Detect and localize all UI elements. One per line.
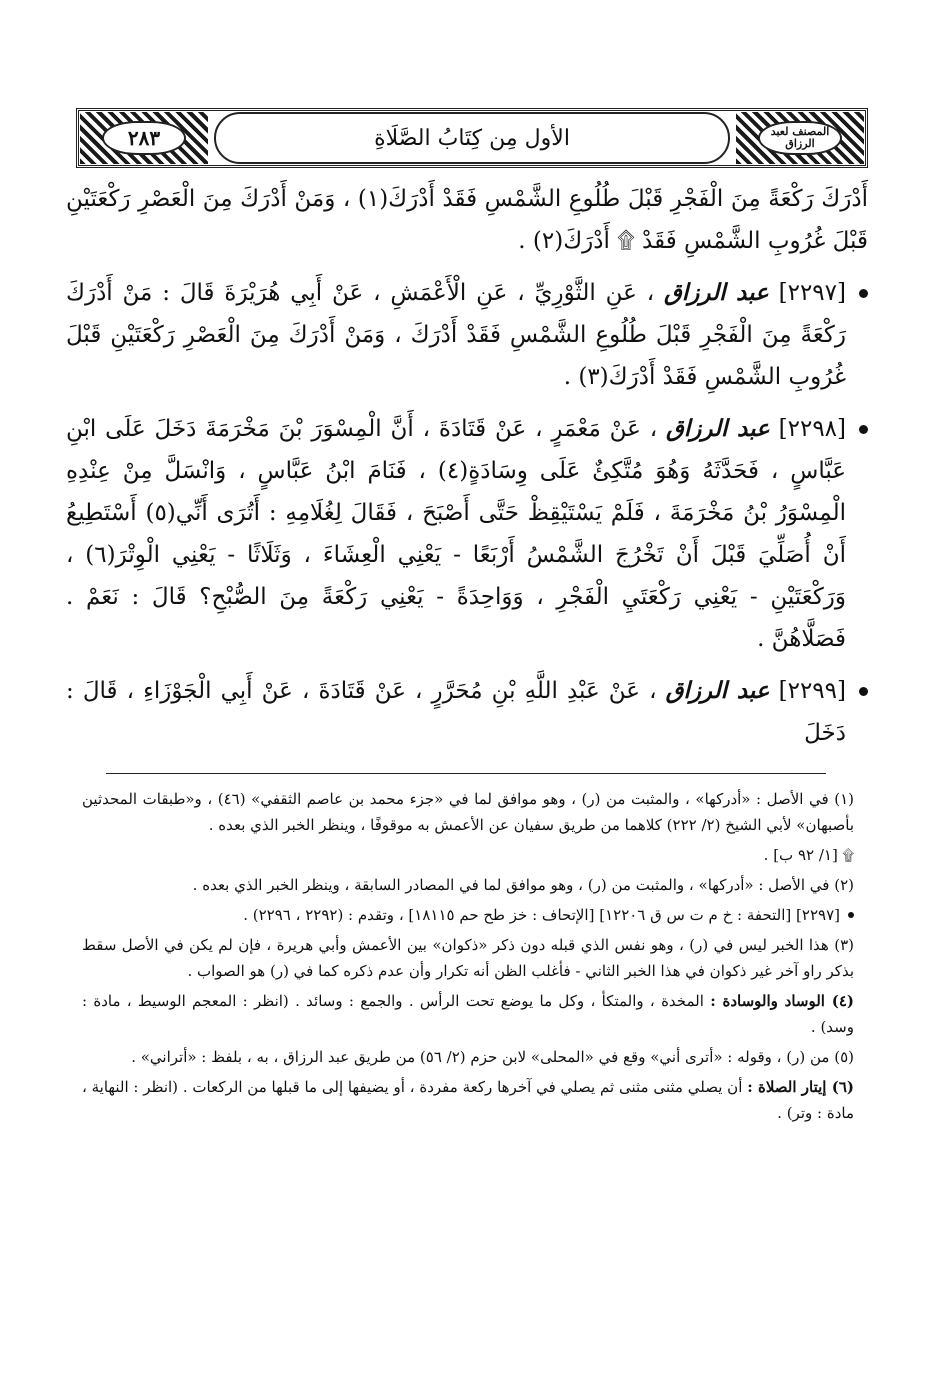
footnote-3: (٣) هذا الخبر ليس في (ر) ، وهو نفس الذي قبله دون ذكر «ذكوان» بين الأعمش وأبي هريرة ، فإن لم يكن في الأصل سقط بذكر راو آخر غير ذكوان في هذا الخبر الثاني - فأغلب الظن أنه تكرار وأن عدم ذكره كما في (ر) هو الصواب . <box>82 936 854 980</box>
hadith-number: [٢٢٩٧] <box>778 280 846 306</box>
footnote-separator <box>106 773 826 774</box>
book-logo: المصنف لعبد الرزاق <box>758 121 842 155</box>
footnote-5: (٥) من (ر) ، وقوله : «أترى أني» وقع في «المحلى» لابن حزم (٢/ ٥٦) من طريق عبد الرزاق ، به ، بلفظ : «أتراني» . <box>131 1048 854 1066</box>
takhrij-text: [٢٢٩٧] [التحفة : خ م ت س ق ١٢٢٠٦] [الإتحاف : خز طح حم ١٨١١٥] ، وتقدم : (٢٢٩٢ ، ٢٢٩٦) . <box>243 906 840 924</box>
page-number: ٢٨٣ <box>102 121 186 155</box>
hadith-text: ، عَنْ مَعْمَرٍ ، عَنْ قَتَادَةَ ، أَنَّ الْمِسْوَرَ بْنَ مَخْرَمَةَ دَخَلَ عَلَى ابْنِ عَبَّاسٍ ، فَحَدَّثَهُ وَهُوَ مُتَّكِئٌ عَلَى وِسَادَةٍ(٤) ، فَنَامَ ابْنُ عَبَّاسٍ ، وَانْسَلَّ مِنْ عِنْدِهِ الْمِسْوَرُ بْنُ مَخْرَمَةَ ، فَلَمْ يَسْتَيْقِظْ حَتَّى أَصْبَحَ ، فَقَالَ لِغُلَامِهِ : أَتُرَى أَنِّي(٥) أَسْتَطِيعُ أَنْ أُصَلِّيَ قَبْلَ أَنْ تَخْرُجَ الشَّمْسُ أَرْبَعًا - يَعْنِي الْعِشَاءَ ، وَثَلَاثًا - يَعْنِي الْوِتْرَ(٦) ، وَرَكْعَتَيْنِ - يَعْنِي رَكْعَتَيِ الْفَجْرِ ، وَوَاحِدَةً - يَعْنِي رَكْعَةً مِنَ الصُّبْحِ؟ قَالَ : نَعَمْ . فَصَلَّاهُنَّ . <box>66 416 846 652</box>
footnote-term: (٤) الوساد والوسادة : <box>710 992 854 1010</box>
hadith-2297 <box>66 272 868 398</box>
footnote-text: أن يصلي مثنى مثنى ثم يصلي في آخرها ركعة مفردة ، أو يضيفها إلى ما قبلها من الركعات . (انظر : النهاية ، مادة : وتر) . <box>82 1078 854 1122</box>
footnote-2: (٢) في الأصل : «أدركها» ، والمثبت من (ر) ، وهو موافق لما في المصادر السابقة ، وينظر الخبر الذي بعده . <box>192 876 854 894</box>
bullet-icon <box>859 289 868 298</box>
narrator-name: عبد الرزاق <box>665 677 770 704</box>
footnote-1: (١) في الأصل : «أدركها» ، والمثبت من (ر) ، وهو موافق لما في «جزء محمد بن عاصم الثقفي» (٤٦) ، و«طبقات المحدثين بأصبهان» لأبي الشيخ (٢/ ٢٢٢) كلاهما من طريق سفيان عن الأعمش به موقوفًا ، وينظر الخبر الذي بعده . <box>82 790 855 834</box>
continuation-paragraph: أَدْرَكَ رَكْعَةً مِنَ الْفَجْرِ قَبْلَ طُلُوعِ الشَّمْسِ فَقَدْ أَدْرَكَ(١) ، وَمَنْ أَدْرَكَ مِنَ الْعَصْرِ رَكْعَتَيْنِ قَبْلَ غُرُوبِ الشَّمْسِ فَقَدْ ۩ أَدْرَكَ(٢) . <box>66 186 868 254</box>
footnote-1-folio: ۩ [١/ ٩٢ ب] . <box>763 846 854 864</box>
hadith-number: [٢٢٩٩] <box>778 678 846 704</box>
bullet-icon <box>859 425 868 434</box>
hadith-text: ، عَنِ الثَّوْرِيِّ ، عَنِ الْأَعْمَشِ ، عَنْ أَبِي هُرَيْرَةَ قَالَ : مَنْ أَدْرَكَ رَكْعَةً مِنَ الْفَجْرِ قَبْلَ طُلُوعِ الشَّمْسِ فَقَدْ أَدْرَكَ ، وَمَنْ أَدْرَكَ مِنَ الْعَصْرِ رَكْعَتَيْنِ قَبْلَ غُرُوبِ الشَّمْسِ فَقَدْ أَدْرَكَ(٣) . <box>66 280 846 390</box>
book-logo-ornament <box>736 112 864 164</box>
hadith-text: ، عَنْ عَبْدِ اللَّهِ بْنِ مُحَرَّرٍ ، عَنْ قَتَادَةَ ، عَنْ أَبِي الْجَوْزَاءِ ، قَالَ : دَخَلَ <box>66 678 846 746</box>
bullet-icon <box>859 687 868 696</box>
main-text <box>66 178 868 764</box>
footnote-text: المخدة ، والمتكأ ، وكل ما يوضع تحت الرأس . والجمع : وسائد . (انظر : المعجم الوسيط ، مادة : وسد) . <box>82 992 854 1036</box>
takhrij-2297 <box>82 902 854 928</box>
footnote-6 <box>82 1074 854 1126</box>
page-number-ornament <box>80 112 208 164</box>
narrator-name: عبد الرزاق <box>664 279 769 306</box>
footnote-4 <box>82 988 854 1040</box>
hadith-2299 <box>66 670 868 754</box>
hadith-2298 <box>66 408 868 660</box>
running-title: الأول مِن كِتَابُ الصَّلَاةِ <box>214 112 730 164</box>
bullet-icon <box>848 912 854 918</box>
footnotes <box>82 786 854 1130</box>
hadith-number: [٢٢٩٨] <box>778 416 847 442</box>
page-header <box>76 108 868 168</box>
narrator-name: عبد الرزاق <box>666 415 770 442</box>
footnote-term: (٦) إيتار الصلاة : <box>747 1078 854 1096</box>
